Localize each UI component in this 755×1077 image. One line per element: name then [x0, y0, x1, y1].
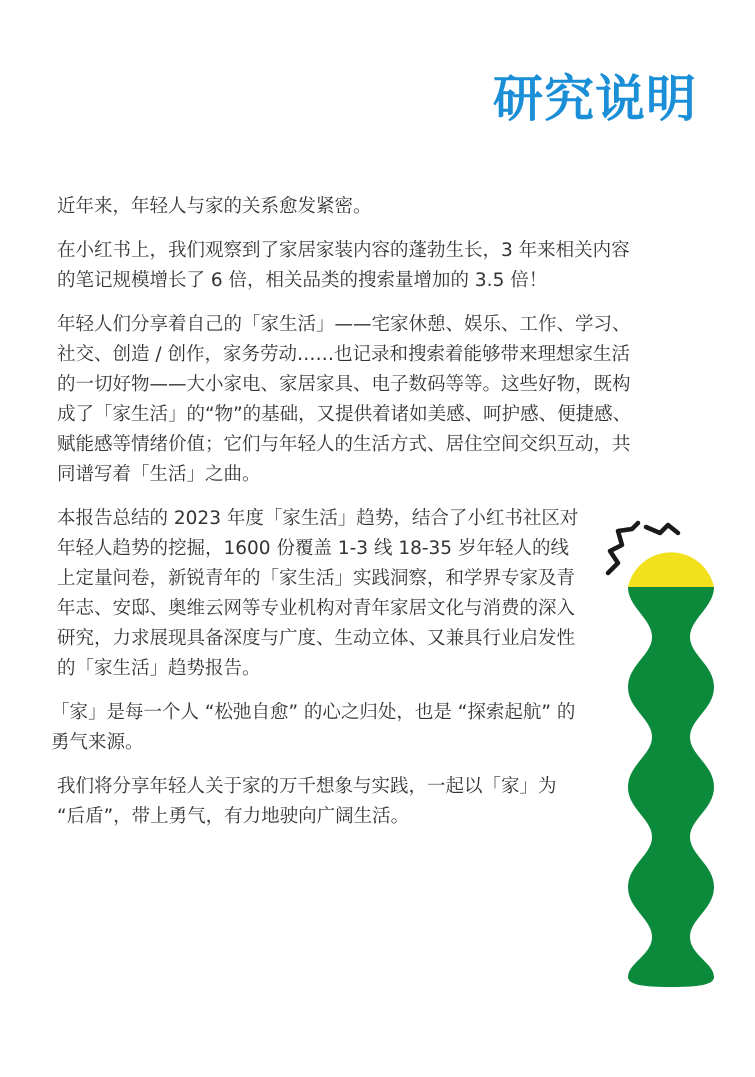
paragraph-5: 「家」是每一个人 “松弛自愈” 的心之归处，也是 “探索起航” 的勇气来源。 [51, 702, 576, 753]
sun-wave-illustration-icon [598, 515, 728, 995]
paragraph-4: 本报告总结的 2023 年度「家生活」趋势，结合了小红书社区对年轻人趋势的挖掘，1600 份覆盖 1-3 线 18-35 岁年轻人的线上定量问卷，新锐青年的「家生活」实践洞察，和学界专家及青年志、安邸、奥维云网等专业机构对青年家居文化与消费的深入研究，力求展现具备深度与广度、生动立体、又兼具行业启发性的「家生活」趋势报告。 [57, 508, 579, 679]
page-title: 研究说明 [493, 70, 697, 128]
paragraph-3: 年轻人们分享着自己的「家生活」——宅家休憩、娱乐、工作、学习、社交、创造 / 创作，家务劳动……也记录和搜索着能够带来理想家生活的一切好物——大小家电、家居家具、电子数码等等。这些好物，既构成了「家生活」的“物”的基础，又提供着诸如美感、呵护感、便捷感、赋能感等情绪价值；它们与年轻人的生活方式、居住空间交织互动，共同谱写着「生活」之曲。 [57, 314, 632, 485]
paragraph-2: 在小红书上，我们观察到了家居家装内容的蓬勃生长，3 年来相关内容的笔记规模增长了 6 倍，相关品类的搜索量增加的 3.5 倍！ [57, 240, 630, 291]
paragraph-1: 近年来，年轻人与家的关系愈发紧密。 [57, 196, 372, 217]
wave-column-icon [628, 587, 714, 987]
body-text [51, 192, 647, 846]
sun-icon [628, 552, 714, 587]
paragraph-6: 我们将分享年轻人关于家的万千想象与实践，一起以「家」为 “后盾”，带上勇气，有力地驶向广阔生活。 [57, 776, 557, 827]
